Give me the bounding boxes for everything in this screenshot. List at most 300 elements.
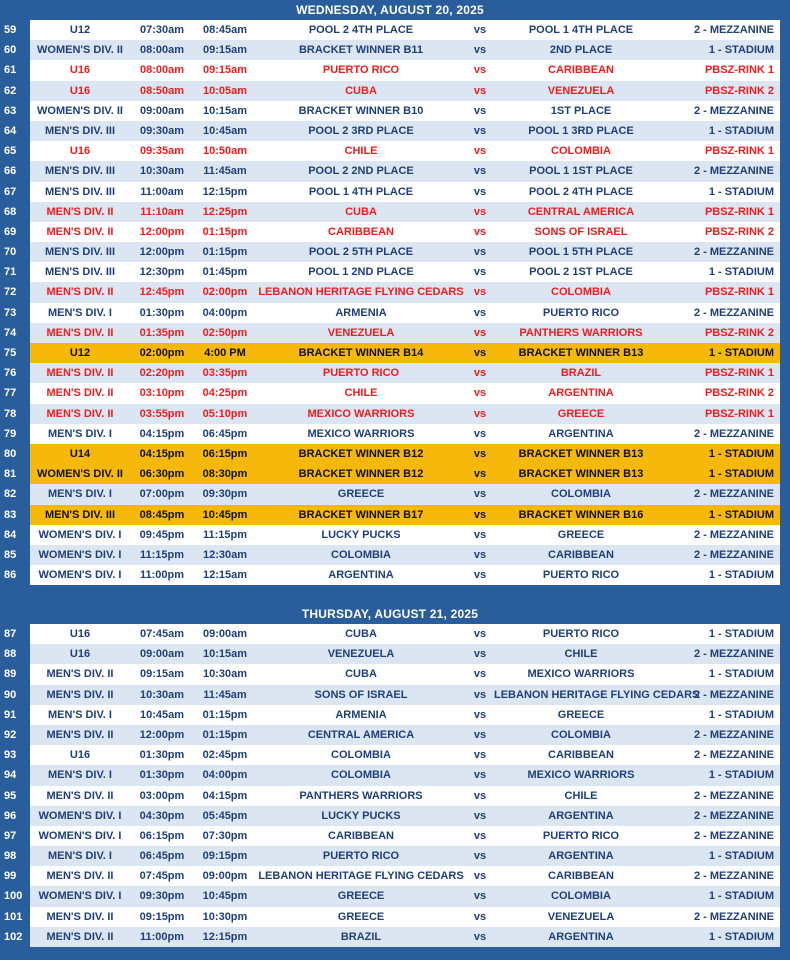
table-row <box>0 624 780 644</box>
game-number: 81 <box>0 464 30 484</box>
division-cell: MEN'S DIV. I <box>48 306 112 319</box>
division-cell: MEN'S DIV. II <box>46 930 114 943</box>
end-time-cell: 12:15am <box>202 569 248 582</box>
table-row <box>0 383 780 403</box>
end-time-cell: 10:30pm <box>202 910 248 923</box>
vs-cell: vs <box>473 447 487 460</box>
table-row <box>0 161 780 181</box>
away-team-cell: CARIBBEAN <box>548 64 614 77</box>
away-team-cell: CARIBBEAN <box>548 870 614 883</box>
away-team-cell: CHILE <box>564 648 598 661</box>
start-time-cell: 08:45pm <box>139 508 185 521</box>
start-time-cell: 09:30am <box>139 124 185 137</box>
start-time-cell: 01:30pm <box>139 306 185 319</box>
home-team-cell: CUBA <box>345 84 377 97</box>
division-cell: MEN'S DIV. III <box>44 185 116 198</box>
start-time-cell: 12:00pm <box>139 728 185 741</box>
division-cell: U16 <box>69 628 91 640</box>
vs-cell: vs <box>473 104 487 117</box>
venue-cell: 2 - MEZZANINE <box>693 104 774 117</box>
end-time-cell: 06:15pm <box>202 447 248 460</box>
start-time-cell: 06:30pm <box>139 468 185 481</box>
home-team-cell: GREECE <box>337 488 385 501</box>
away-team-cell: BRAZIL <box>560 367 602 380</box>
away-team-cell: COLOMBIA <box>551 728 611 741</box>
vs-cell: vs <box>473 789 487 802</box>
table-row <box>0 101 780 121</box>
away-team-cell: POOL 1 4TH PLACE <box>528 24 634 36</box>
division-cell: WOMEN'S DIV. I <box>38 890 122 903</box>
division-cell: MEN'S DIV. II <box>46 728 114 741</box>
venue-cell: 1 - STADIUM <box>708 890 774 903</box>
division-cell: MEN'S DIV. II <box>46 870 114 883</box>
vs-cell: vs <box>473 688 487 701</box>
end-time-cell: 01:45pm <box>202 266 248 279</box>
away-team-cell: POOL 2 4TH PLACE <box>528 185 634 198</box>
table-row <box>0 40 780 60</box>
start-time-cell: 12:00pm <box>139 225 185 238</box>
end-time-cell: 09:15pm <box>202 850 248 863</box>
home-team-cell: GREECE <box>337 910 385 923</box>
vs-cell: vs <box>473 508 487 521</box>
home-team-cell: CENTRAL AMERICA <box>307 728 415 741</box>
away-team-cell: BRACKET WINNER B13 <box>518 468 644 481</box>
vs-cell: vs <box>473 44 487 57</box>
start-time-cell: 12:30pm <box>139 266 185 279</box>
day-header-thursday: THURSDAY, AUGUST 21, 2025 <box>301 607 479 621</box>
division-cell: MEN'S DIV. III <box>44 508 116 521</box>
division-cell: MEN'S DIV. II <box>46 326 114 339</box>
table-row <box>0 765 780 785</box>
game-number: 79 <box>0 424 30 444</box>
end-time-cell: 10:45pm <box>202 890 248 903</box>
table-row <box>0 907 780 927</box>
vs-cell: vs <box>473 569 487 582</box>
vs-cell: vs <box>473 890 487 903</box>
venue-cell: 1 - STADIUM <box>708 468 774 481</box>
division-cell: WOMEN'S DIV. II <box>37 104 123 117</box>
away-team-cell: ARGENTINA <box>548 850 614 863</box>
division-cell: WOMEN'S DIV. II <box>37 468 123 481</box>
vs-cell: vs <box>473 628 487 640</box>
division-cell: WOMEN'S DIV. II <box>37 44 123 57</box>
table-row <box>0 262 780 282</box>
away-team-cell: POOL 1 1ST PLACE <box>529 165 633 178</box>
table-row <box>0 424 780 444</box>
vs-cell: vs <box>473 24 487 36</box>
game-number: 86 <box>0 565 30 585</box>
home-team-cell: BRACKET WINNER B12 <box>298 447 424 460</box>
end-time-cell: 09:15am <box>202 64 248 77</box>
start-time-cell: 11:00pm <box>139 569 185 582</box>
game-number: 87 <box>0 624 30 644</box>
start-time-cell: 09:30pm <box>139 890 185 903</box>
start-time-cell: 08:50am <box>139 84 185 97</box>
start-time-cell: 02:00pm <box>139 347 185 359</box>
venue-cell: 1 - STADIUM <box>708 44 774 57</box>
division-cell: U16 <box>69 648 91 661</box>
division-cell: MEN'S DIV. II <box>46 205 114 218</box>
game-number: 84 <box>0 525 30 545</box>
end-time-cell: 10:05am <box>202 84 248 97</box>
start-time-cell: 08:00am <box>139 44 185 57</box>
venue-cell: PBSZ-RINK 1 <box>704 367 774 380</box>
division-cell: U16 <box>69 145 91 158</box>
table-row <box>0 644 780 664</box>
venue-cell: 2 - MEZZANINE <box>693 165 774 178</box>
away-team-cell: COLOMBIA <box>551 890 611 903</box>
home-team-cell: POOL 2 4TH PLACE <box>308 24 414 36</box>
away-team-cell: VENEZUELA <box>547 84 615 97</box>
venue-cell: PBSZ-RINK 2 <box>704 84 774 97</box>
venue-cell: 1 - STADIUM <box>708 569 774 582</box>
vs-cell: vs <box>473 427 487 440</box>
away-team-cell: SONS OF ISRAEL <box>534 225 628 238</box>
division-cell: MEN'S DIV. I <box>48 850 112 863</box>
division-cell: MEN'S DIV. I <box>48 488 112 501</box>
end-time-cell: 11:15pm <box>202 528 248 541</box>
end-time-cell: 04:00pm <box>202 306 248 319</box>
home-team-cell: CUBA <box>345 628 377 640</box>
venue-cell: PBSZ-RINK 1 <box>704 286 774 299</box>
venue-cell: 2 - MEZZANINE <box>693 488 774 501</box>
venue-cell: PBSZ-RINK 1 <box>704 64 774 77</box>
end-time-cell: 07:30pm <box>202 829 248 842</box>
home-team-cell: POOL 2 2ND PLACE <box>308 165 414 178</box>
division-cell: MEN'S DIV. III <box>44 246 116 259</box>
end-time-cell: 11:45am <box>203 688 247 701</box>
vs-cell: vs <box>473 246 487 259</box>
venue-cell: 2 - MEZZANINE <box>693 870 774 883</box>
venue-cell: 2 - MEZZANINE <box>693 910 774 923</box>
table-row <box>0 60 780 80</box>
game-number: 82 <box>0 484 30 504</box>
start-time-cell: 11:00am <box>140 185 184 198</box>
division-cell: MEN'S DIV. II <box>46 688 114 701</box>
vs-cell: vs <box>473 205 487 218</box>
venue-cell: 2 - MEZZANINE <box>693 648 774 661</box>
table-row <box>0 745 780 765</box>
game-number: 61 <box>0 60 30 80</box>
home-team-cell: SONS OF ISRAEL <box>314 688 408 701</box>
start-time-cell: 10:30am <box>139 165 185 178</box>
table-row <box>0 786 780 806</box>
end-time-cell: 10:30am <box>202 668 248 681</box>
start-time-cell: 07:00pm <box>139 488 185 501</box>
game-number: 59 <box>0 20 30 40</box>
table-row <box>0 282 780 302</box>
home-team-cell: BRACKET WINNER B14 <box>298 347 424 359</box>
start-time-cell: 03:00pm <box>139 789 185 802</box>
away-team-cell: ARGENTINA <box>548 387 614 400</box>
game-number: 89 <box>0 664 30 684</box>
game-number: 92 <box>0 725 30 745</box>
away-team-cell: GREECE <box>557 407 605 420</box>
table-row <box>0 242 780 262</box>
end-time-cell: 11:45am <box>203 165 247 178</box>
home-team-cell: CHILE <box>344 387 378 400</box>
venue-cell: PBSZ-RINK 2 <box>704 387 774 400</box>
end-time-cell: 06:45pm <box>202 427 248 440</box>
end-time-cell: 03:35pm <box>202 367 248 380</box>
start-time-cell: 09:35am <box>139 145 185 158</box>
vs-cell: vs <box>473 870 487 883</box>
home-team-cell: BRACKET WINNER B12 <box>298 468 424 481</box>
away-team-cell: GREECE <box>557 528 605 541</box>
venue-cell: 1 - STADIUM <box>708 708 774 721</box>
end-time-cell: 12:25pm <box>202 205 248 218</box>
division-cell: MEN'S DIV. II <box>46 387 114 400</box>
venue-cell: 2 - MEZZANINE <box>693 548 774 561</box>
away-team-cell: PANTHERS WARRIORS <box>519 326 643 339</box>
end-time-cell: 09:30pm <box>202 488 248 501</box>
home-team-cell: MEXICO WARRIORS <box>307 427 415 440</box>
venue-cell: 2 - MEZZANINE <box>693 829 774 842</box>
table-row <box>0 664 780 684</box>
vs-cell: vs <box>473 347 487 359</box>
end-time-cell: 01:15pm <box>202 728 248 741</box>
end-time-cell: 01:15pm <box>202 225 248 238</box>
vs-cell: vs <box>473 84 487 97</box>
end-time-cell: 04:25pm <box>202 387 248 400</box>
end-time-cell: 02:45pm <box>202 749 248 762</box>
division-cell: U12 <box>69 24 91 36</box>
table-row <box>0 202 780 222</box>
venue-cell: 1 - STADIUM <box>708 266 774 279</box>
home-team-cell: PANTHERS WARRIORS <box>299 789 423 802</box>
home-team-cell: CUBA <box>345 668 377 681</box>
table-row <box>0 705 780 725</box>
end-time-cell: 05:45pm <box>202 809 248 822</box>
start-time-cell: 04:15pm <box>139 447 185 460</box>
venue-cell: 1 - STADIUM <box>708 347 774 359</box>
home-team-cell: BRACKET WINNER B11 <box>298 44 424 57</box>
home-team-cell: CARIBBEAN <box>328 829 394 842</box>
division-cell: U14 <box>69 447 91 460</box>
game-number: 91 <box>0 705 30 725</box>
table-row <box>0 222 780 242</box>
away-team-cell: COLOMBIA <box>551 488 611 501</box>
game-number: 101 <box>0 907 30 927</box>
venue-cell: 1 - STADIUM <box>708 930 774 943</box>
venue-cell: 2 - MEZZANINE <box>693 688 774 701</box>
end-time-cell: 05:10pm <box>202 407 248 420</box>
start-time-cell: 09:45pm <box>139 528 185 541</box>
game-number: 67 <box>0 182 30 202</box>
end-time-cell: 09:00pm <box>202 870 248 883</box>
table-row <box>0 826 780 846</box>
division-cell: MEN'S DIV. I <box>48 708 112 721</box>
game-number: 98 <box>0 846 30 866</box>
start-time-cell: 10:45am <box>139 708 185 721</box>
division-cell: MEN'S DIV. II <box>46 668 114 681</box>
division-cell: MEN'S DIV. III <box>44 165 116 178</box>
game-number: 85 <box>0 545 30 565</box>
schedule-table-thursday <box>0 624 780 947</box>
table-row <box>0 141 780 161</box>
division-cell: MEN'S DIV. II <box>46 910 114 923</box>
vs-cell: vs <box>473 829 487 842</box>
vs-cell: vs <box>473 124 487 137</box>
vs-cell: vs <box>473 930 487 943</box>
away-team-cell: CHILE <box>564 789 598 802</box>
home-team-cell: POOL 1 2ND PLACE <box>308 266 414 279</box>
end-time-cell: 4:00 PM <box>204 347 246 359</box>
home-team-cell: POOL 1 4TH PLACE <box>308 185 414 198</box>
table-row <box>0 886 780 906</box>
table-row <box>0 846 780 866</box>
game-number: 65 <box>0 141 30 161</box>
division-cell: U16 <box>69 749 91 762</box>
vs-cell: vs <box>473 326 487 339</box>
game-number: 83 <box>0 505 30 525</box>
table-row <box>0 404 780 424</box>
away-team-cell: ARGENTINA <box>548 809 614 822</box>
game-number: 75 <box>0 343 30 363</box>
end-time-cell: 02:50pm <box>202 326 248 339</box>
table-row <box>0 725 780 745</box>
home-team-cell: CARIBBEAN <box>328 225 394 238</box>
home-team-cell: LEBANON HERITAGE FLYING CEDARS <box>258 870 464 883</box>
start-time-cell: 01:35pm <box>139 326 185 339</box>
game-number: 74 <box>0 323 30 343</box>
home-team-cell: LEBANON HERITAGE FLYING CEDARS <box>258 286 464 299</box>
table-row <box>0 927 780 947</box>
game-number: 62 <box>0 81 30 101</box>
division-cell: U16 <box>69 64 91 77</box>
division-cell: WOMEN'S DIV. I <box>38 548 122 561</box>
vs-cell: vs <box>473 407 487 420</box>
end-time-cell: 08:30pm <box>202 468 248 481</box>
start-time-cell: 03:10pm <box>139 387 185 400</box>
venue-cell: 1 - STADIUM <box>708 124 774 137</box>
home-team-cell: ARGENTINA <box>328 569 394 582</box>
home-team-cell: MEXICO WARRIORS <box>307 407 415 420</box>
away-team-cell: CENTRAL AMERICA <box>527 205 635 218</box>
division-cell: MEN'S DIV. I <box>48 427 112 440</box>
away-team-cell: BRACKET WINNER B13 <box>518 447 644 460</box>
start-time-cell: 11:00pm <box>139 930 185 943</box>
start-time-cell: 01:30pm <box>139 769 185 782</box>
start-time-cell: 07:30am <box>139 24 185 36</box>
table-row <box>0 866 780 886</box>
end-time-cell: 08:45am <box>202 24 248 36</box>
start-time-cell: 07:45pm <box>139 870 185 883</box>
end-time-cell: 09:00am <box>202 628 248 640</box>
venue-cell: 1 - STADIUM <box>708 508 774 521</box>
vs-cell: vs <box>473 225 487 238</box>
vs-cell: vs <box>473 488 487 501</box>
home-team-cell: ARMENIA <box>335 306 387 319</box>
end-time-cell: 12:15pm <box>202 185 248 198</box>
game-number: 94 <box>0 765 30 785</box>
game-number: 71 <box>0 262 30 282</box>
start-time-cell: 03:55pm <box>139 407 185 420</box>
table-row <box>0 444 780 464</box>
end-time-cell: 10:15am <box>202 648 248 661</box>
vs-cell: vs <box>473 145 487 158</box>
end-time-cell: 04:00pm <box>202 769 248 782</box>
start-time-cell: 06:15pm <box>139 829 185 842</box>
table-row <box>0 685 780 705</box>
vs-cell: vs <box>473 668 487 681</box>
game-number: 68 <box>0 202 30 222</box>
table-row <box>0 303 780 323</box>
table-row <box>0 20 780 40</box>
away-team-cell: ARGENTINA <box>548 427 614 440</box>
home-team-cell: GREECE <box>337 890 385 903</box>
game-number: 80 <box>0 444 30 464</box>
table-row <box>0 545 780 565</box>
end-time-cell: 09:15am <box>202 44 248 57</box>
game-number: 99 <box>0 866 30 886</box>
away-team-cell: PUERTO RICO <box>542 829 620 842</box>
division-cell: U16 <box>69 84 91 97</box>
start-time-cell: 11:10am <box>140 205 184 218</box>
game-number: 78 <box>0 404 30 424</box>
division-cell: MEN'S DIV. III <box>44 124 116 137</box>
venue-cell: 2 - MEZZANINE <box>693 728 774 741</box>
game-number: 73 <box>0 303 30 323</box>
game-number: 93 <box>0 745 30 765</box>
venue-cell: 2 - MEZZANINE <box>693 306 774 319</box>
away-team-cell: POOL 2 1ST PLACE <box>529 266 633 279</box>
game-number: 102 <box>0 927 30 947</box>
home-team-cell: CHILE <box>344 145 378 158</box>
game-number: 69 <box>0 222 30 242</box>
vs-cell: vs <box>473 809 487 822</box>
start-time-cell: 12:00pm <box>139 246 185 259</box>
start-time-cell: 09:15pm <box>139 910 185 923</box>
home-team-cell: POOL 2 3RD PLACE <box>308 124 414 137</box>
start-time-cell: 09:15am <box>139 668 185 681</box>
game-number: 60 <box>0 40 30 60</box>
schedule-table-wednesday <box>0 20 780 585</box>
away-team-cell: LEBANON HERITAGE FLYING CEDARS <box>494 688 700 701</box>
away-team-cell: MEXICO WARRIORS <box>527 668 635 681</box>
home-team-cell: PUERTO RICO <box>322 367 400 380</box>
home-team-cell: COLOMBIA <box>331 769 391 782</box>
away-team-cell: PUERTO RICO <box>542 306 620 319</box>
end-time-cell: 02:00pm <box>202 286 248 299</box>
venue-cell: 2 - MEZZANINE <box>693 24 774 36</box>
game-number: 77 <box>0 383 30 403</box>
vs-cell: vs <box>473 367 487 380</box>
venue-cell: PBSZ-RINK 2 <box>704 225 774 238</box>
game-number: 70 <box>0 242 30 262</box>
vs-cell: vs <box>473 387 487 400</box>
venue-cell: 1 - STADIUM <box>708 769 774 782</box>
table-row <box>0 81 780 101</box>
venue-cell: 2 - MEZZANINE <box>693 749 774 762</box>
start-time-cell: 08:00am <box>139 64 185 77</box>
home-team-cell: POOL 2 5TH PLACE <box>308 246 414 259</box>
game-number: 97 <box>0 826 30 846</box>
venue-cell: 1 - STADIUM <box>708 850 774 863</box>
division-cell: WOMEN'S DIV. I <box>38 809 122 822</box>
vs-cell: vs <box>473 468 487 481</box>
vs-cell: vs <box>473 769 487 782</box>
away-team-cell: CARIBBEAN <box>548 548 614 561</box>
division-cell: WOMEN'S DIV. I <box>38 569 122 582</box>
day-header-wednesday: WEDNESDAY, AUGUST 20, 2025 <box>296 3 484 17</box>
table-row <box>0 806 780 826</box>
division-cell: MEN'S DIV. I <box>48 769 112 782</box>
vs-cell: vs <box>473 306 487 319</box>
away-team-cell: POOL 1 5TH PLACE <box>528 246 634 259</box>
start-time-cell: 01:30pm <box>139 749 185 762</box>
game-number: 63 <box>0 101 30 121</box>
